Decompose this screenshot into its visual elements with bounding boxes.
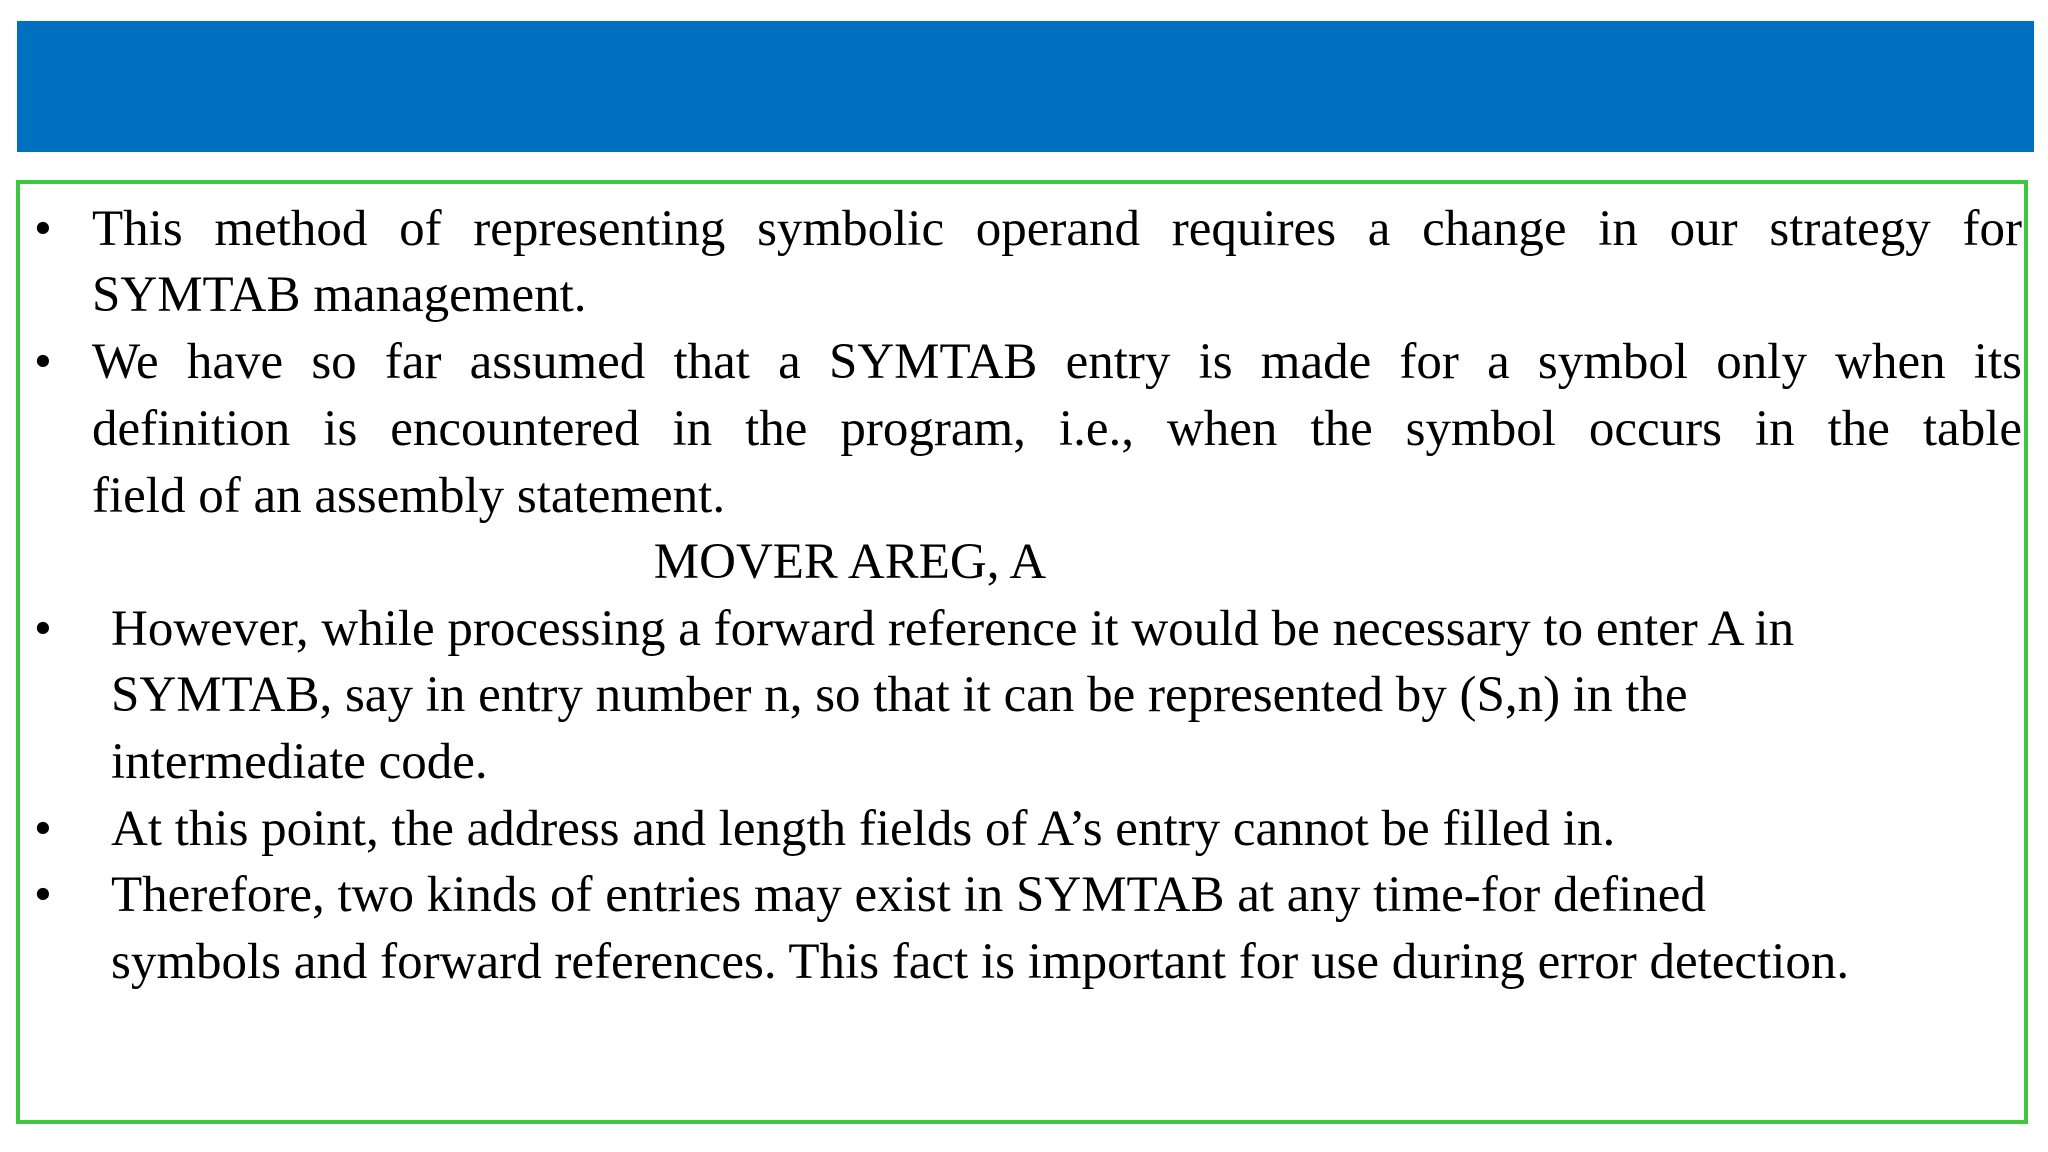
- content-box: [16, 180, 2028, 1124]
- bullet-1-line-1: This method of representing symbolic operand requires a change in our strategy for: [92, 201, 2022, 257]
- bullet-5-line-1: Therefore, two kinds of entries may exist in SYMTAB at any time-for defined: [111, 867, 1706, 923]
- bullet-2-line-2: definition is encountered in the program, i.e., when the symbol occurs in the table: [92, 401, 2022, 457]
- bullet-dot: •: [34, 801, 52, 857]
- bullet-5-line-2: symbols and forward references. This fact is important for use during error detection.: [111, 934, 1850, 990]
- bullet-dot: •: [34, 601, 52, 657]
- bullet-dot: •: [34, 334, 52, 390]
- bullet-1-line-2: SYMTAB management.: [92, 267, 587, 323]
- example-instruction: MOVER AREG, A: [653, 534, 1047, 590]
- bullet-3-line-3: intermediate code.: [111, 734, 488, 790]
- header-bar: [17, 21, 2034, 152]
- bullet-4-line-1: At this point, the address and length fields of A’s entry cannot be filled in.: [111, 801, 1616, 857]
- bullet-3-line-2: SYMTAB, say in entry number n, so that it can be represented by (S,n) in the: [111, 667, 1688, 723]
- bullet-3-line-1: However, while processing a forward reference it would be necessary to enter A in: [111, 601, 1795, 657]
- bullet-2-line-1: We have so far assumed that a SYMTAB entry is made for a symbol only when its: [92, 334, 2022, 390]
- bullet-2-line-3: field of an assembly statement.: [92, 468, 726, 524]
- bullet-dot: •: [34, 867, 52, 923]
- bullet-dot: •: [34, 201, 52, 257]
